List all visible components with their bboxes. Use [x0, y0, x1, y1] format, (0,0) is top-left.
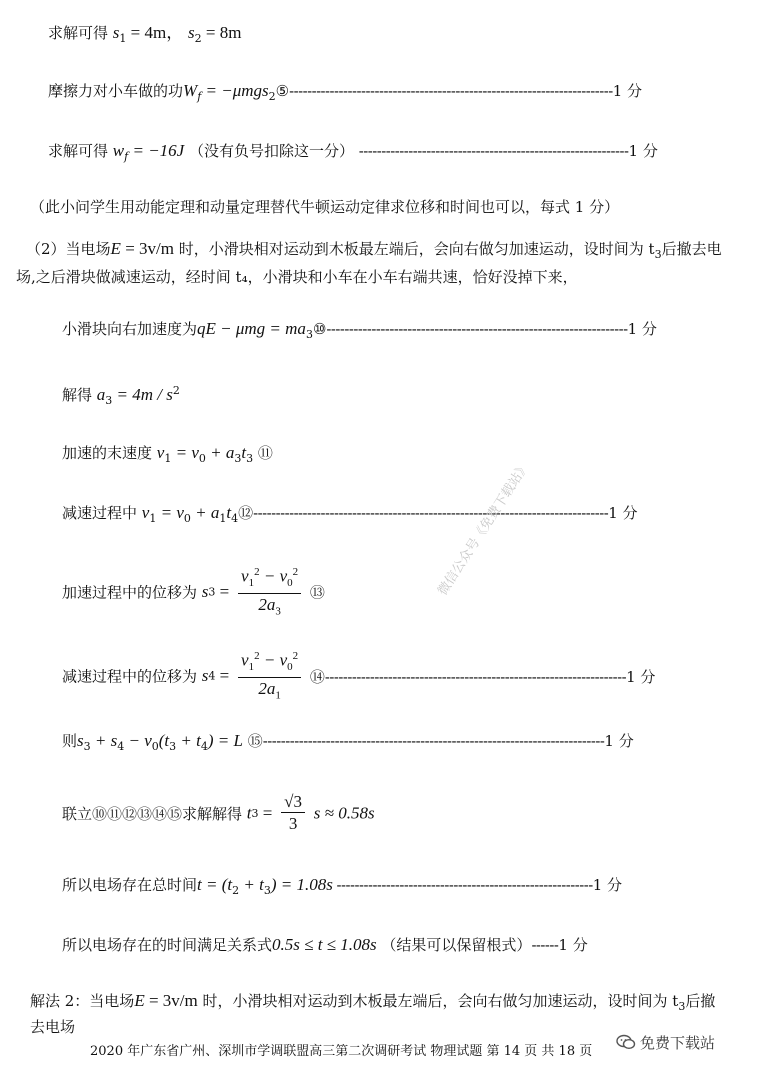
brand-label: 免费下载站 [640, 1034, 716, 1052]
fraction-s4: $\frac{v_1^2 - v_0^2}{2a_1}$ [238, 646, 301, 706]
answer-line-3: 求解可得 $w_f = -16J$ （没有负号扣除这一分） ------------------------------------------------------------1 分 [48, 141, 658, 163]
wechat-icon [616, 1034, 636, 1054]
part2-heading-cont: 场,之后滑块做减速运动，经时间 t₄，小滑块和小车在小车右端共速，恰好没掉下来， [16, 268, 578, 286]
fraction-s3: $\frac{v_1^2 - v_0^2}{2a_3}$ [238, 562, 301, 622]
watermark: 微信公众号《免费下载站》 [435, 459, 533, 599]
method2-heading: 解法 2：当电场E = 3v/m 时，小滑块相对运动到木板最左端后，会向右做匀加速运动，设时间为 $t_3$后撤 [30, 991, 716, 1013]
answer-line-range: 所以电场存在的时间满足关系式0.5s ≤ t ≤ 1.08s （结果可以保留根式）------1 分 [62, 935, 588, 954]
fraction-sqrt3: $\frac{√3}{3}$ [281, 792, 305, 835]
answer-line-decel: 减速过程中 $v_1 = v_0$ + $a_1t_4⑫-------------------------------------------------------------------------------1$ 分 [62, 503, 638, 525]
brand-badge [612, 1030, 719, 1056]
method2-heading-cont: 去电场 [30, 1018, 76, 1036]
answer-line-a3: 解得 $a_3 = 4m / s^2$ [62, 384, 180, 407]
answer-line-total-time: 所以电场存在总时间$t = (t_2 + t_3) = 1.08s$ ---------------------------------------------------------1 分 [62, 875, 623, 897]
answer-line-s4: 减速过程中的位移为 s4 = $\frac{v_1^2 - v_0^2}{2a_1}$ ⑭-------------------------------------------------------------------1 分 [62, 646, 655, 706]
answer-line-2: 摩擦力对小车做的功$W_f$ = −μmgs$_2$⑤------------------------------------------------------------------------1 分 [48, 81, 643, 103]
answer-line-1: 求解可得 $s_1 = 4m$， $s_2 = 8m$ [48, 23, 242, 45]
page-footer: 2020 年广东省广州、深圳市学调联盟高三第二次调研考试 物理试题 第 14 页 共 18 页 [90, 1044, 593, 1059]
note-line: （此小问学生用动能定理和动量定理替代牛顿运动定律求位移和时间也可以，每式 1 分） [30, 198, 620, 216]
answer-line-accel: 小滑块向右加速度为qE − $\mu mg = ma_3⑩-------------------------------------------------------------------1$ 分 [62, 319, 657, 341]
answer-line-t3: 联立⑩⑪⑫⑬⑭⑮求解解得 t3 = $\frac{√3}{3}$ s ≈ 0.58s [62, 792, 375, 833]
answer-line-v1: 加速的末速度 $v_1 = v_0 + a_3t_3$ ⑪ [62, 443, 273, 465]
part2-heading: （2）当电场E = 3v/m 时，小滑块相对运动到木板最左端后，会向右做匀加速运动，设时间为 $t_3$后撤去电 [26, 239, 722, 261]
answer-line-s3: 加速过程中的位移为 s3 = $\frac{v_1^2 - v_0^2}{2a_3}$ ⑬ [62, 562, 325, 622]
answer-line-sum: 则$s_3 + s_4 - v_0(t_3 + t_4) = L$ ⑮----------------------------------------------------------------------------1 分 [62, 731, 634, 753]
